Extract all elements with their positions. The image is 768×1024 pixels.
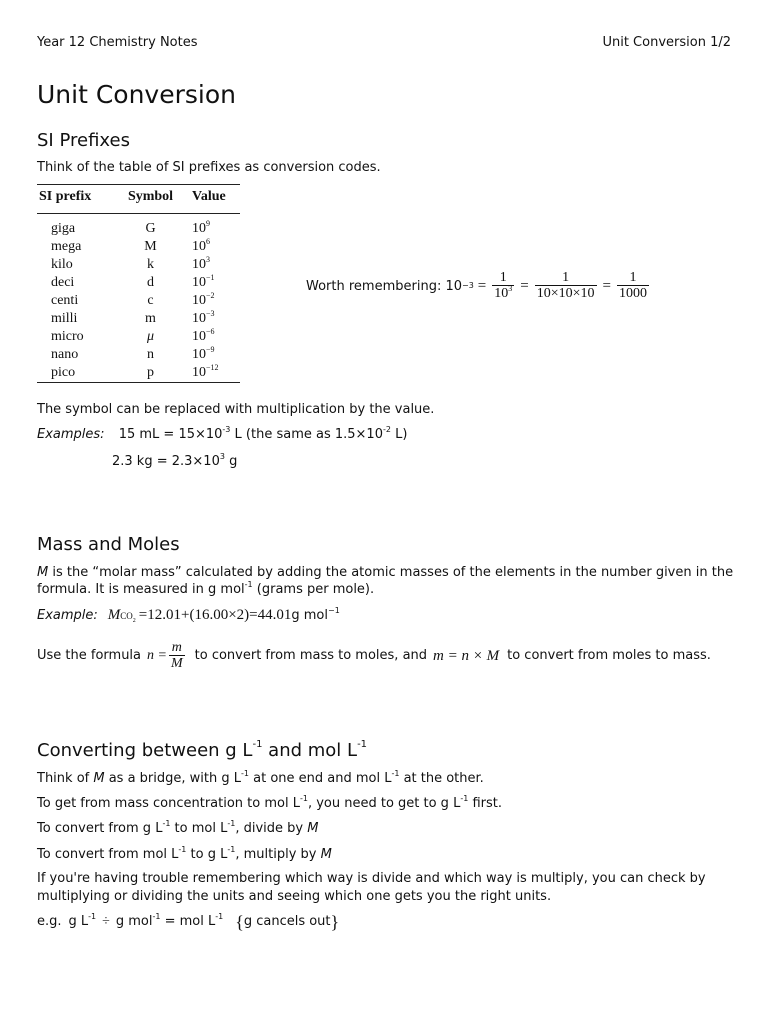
table-row (37, 274, 240, 292)
col-header-value: Value (182, 185, 240, 214)
fraction-3-denominator: 1000 (619, 286, 647, 301)
header-right: Unit Conversion 1/2 (602, 35, 731, 50)
table-row (37, 292, 240, 310)
value-cell: $10^{-3}$ (192, 309, 215, 326)
prefix-cell: giga (51, 221, 76, 236)
table-row (37, 256, 240, 274)
equals-sign: = (477, 277, 487, 294)
conv-line-2: To get from mass concentration to mol $L^{-1}$, you need to get to g $L^{-1}$ first. (37, 794, 502, 811)
symbol-cell: d (147, 275, 154, 290)
fraction-1-denominator: $10^3$ (494, 284, 513, 301)
symbol-cell: M (144, 239, 157, 254)
co2-subscript: CO2 (120, 611, 136, 624)
molar-mass-symbol: M (107, 607, 121, 623)
formula-m: m = n × M (433, 648, 500, 664)
prefix-cell: deci (51, 275, 75, 290)
formula-mid-text: to convert from mass to moles, and (194, 648, 428, 663)
molar-mass-unit: g mol$^{-1}$ (291, 606, 340, 623)
fraction-2-numerator: 1 (562, 270, 570, 285)
table-row (37, 310, 240, 328)
symbol-cell: n (147, 347, 154, 362)
table-row (37, 364, 240, 383)
table-row (37, 238, 240, 256)
fraction-1-numerator: 1 (499, 270, 507, 285)
table-row (37, 346, 240, 364)
mass-example (37, 606, 340, 625)
example-1: 15 mL = $15\times 10^{-3}$ L (the same as $1.5\times 10^{-2}$ L) (118, 425, 408, 442)
molar-mass-equation: =12.01+(16.00×2)=44.01 (138, 607, 292, 623)
examples-line-1 (37, 426, 407, 444)
value-cell: $10^3$ (192, 255, 210, 272)
eg-term-2: g mol$^{-1}$ = mol $L^{-1}$ (115, 912, 224, 929)
equals-sign: = (602, 277, 611, 294)
conv-line-1: Think of M as a bridge, with g $L^{-1}$ at one end and mol $L^{-1}$ at the other. (37, 769, 484, 786)
value-cell: $10^{-9}$ (192, 345, 215, 362)
formula-n-fraction: $\frac{m}{M}$ (170, 640, 183, 671)
brace-open-icon: { (235, 912, 244, 932)
si-prefix-table (37, 184, 240, 383)
fraction-3 (617, 270, 649, 302)
conv-heading: Converting between g $L^{-1}$ and mol $L^{-1}$ (37, 739, 368, 761)
value-cell: $10^{-2}$ (192, 291, 215, 308)
conv-line-5: If you're having trouble remembering which way is divide and which way is multiply, you can check by (37, 871, 706, 886)
replace-text: The symbol can be replaced with multiplication by the value. (37, 402, 435, 417)
prefix-cell: mega (51, 239, 82, 254)
formula-n-lhs: n = (147, 648, 167, 663)
page-title: Unit Conversion (37, 80, 236, 109)
eg-term-1: g $L^{-1}$ (68, 912, 97, 929)
prefix-cell: centi (51, 293, 79, 308)
equals-sign: = (520, 277, 529, 294)
prefix-cell: kilo (51, 257, 73, 272)
table-row (37, 328, 240, 346)
conv-example (37, 913, 339, 931)
prefix-cell: nano (51, 347, 79, 362)
fraction-1 (492, 270, 514, 302)
eg-label: e.g. (37, 914, 62, 929)
table-row (37, 214, 240, 239)
formula-line (37, 640, 711, 672)
worth-label: Worth remembering: 10 (306, 278, 462, 294)
symbol-cell: p (147, 365, 154, 380)
value-cell: $10^{-12}$ (192, 363, 219, 380)
brace-close-icon: } (330, 912, 340, 932)
header-left: Year 12 Chemistry Notes (37, 35, 198, 50)
value-cell: $10^9$ (192, 219, 210, 236)
symbol-cell: μ (146, 329, 155, 344)
example-label: Example: (37, 608, 98, 623)
examples-label: Examples: (37, 427, 105, 442)
conv-line-4: To convert from mol $L^{-1}$ to g $L^{-1}$, multiply by M (37, 845, 332, 862)
fraction-3-numerator: 1 (629, 270, 637, 285)
mass-heading: Mass and Moles (37, 534, 180, 555)
worth-remembering: Worth remembering: 10 −3 = $\frac{1}{10^3}$ = $\frac{1}{10\times 10\times 10}$ = $\frac{1}{1000}$ (306, 270, 647, 301)
si-heading: SI Prefixes (37, 130, 130, 151)
value-cell: $10^{-6}$ (192, 327, 215, 344)
symbol-cell: m (145, 311, 156, 326)
col-header-prefix: SI prefix (37, 185, 119, 214)
fraction-2-denominator: 10×10×10 (536, 286, 595, 301)
mass-para-1: M is the “molar mass” calculated by adding the atomic masses of the elements in the number given in the (37, 565, 734, 580)
divide-sign: ÷ (102, 914, 110, 929)
value-cell: $10^6$ (192, 237, 210, 254)
fraction-2 (535, 270, 597, 302)
prefix-cell: milli (51, 311, 78, 326)
col-header-symbol: Symbol (119, 185, 182, 214)
symbol-cell: c (147, 293, 154, 308)
symbol-cell: G (145, 221, 156, 236)
value-cell: $10^{-1}$ (192, 273, 215, 290)
conv-line-3: To convert from g $L^{-1}$ to mol $L^{-1}$, divide by M (37, 819, 319, 836)
prefix-cell: pico (51, 365, 76, 380)
formula-post-text: to convert from moles to mass. (507, 648, 711, 663)
mass-para-2: formula. It is measured in g mol$^{-1}$ (grams per mole). (37, 580, 375, 597)
formula-pre-text: Use the formula (37, 648, 142, 663)
si-table-header-row (37, 185, 240, 214)
symbol-cell: k (147, 257, 154, 272)
prefix-cell: micro (51, 329, 84, 344)
example-2: 2.3 kg = $2.3\times 10^3$ g (112, 452, 238, 469)
si-intro: Think of the table of SI prefixes as conversion codes. (37, 160, 381, 175)
eg-note: g cancels out (243, 914, 331, 929)
conv-line-6: multiplying or dividing the units and seeing which one gets you the right units. (37, 889, 552, 904)
